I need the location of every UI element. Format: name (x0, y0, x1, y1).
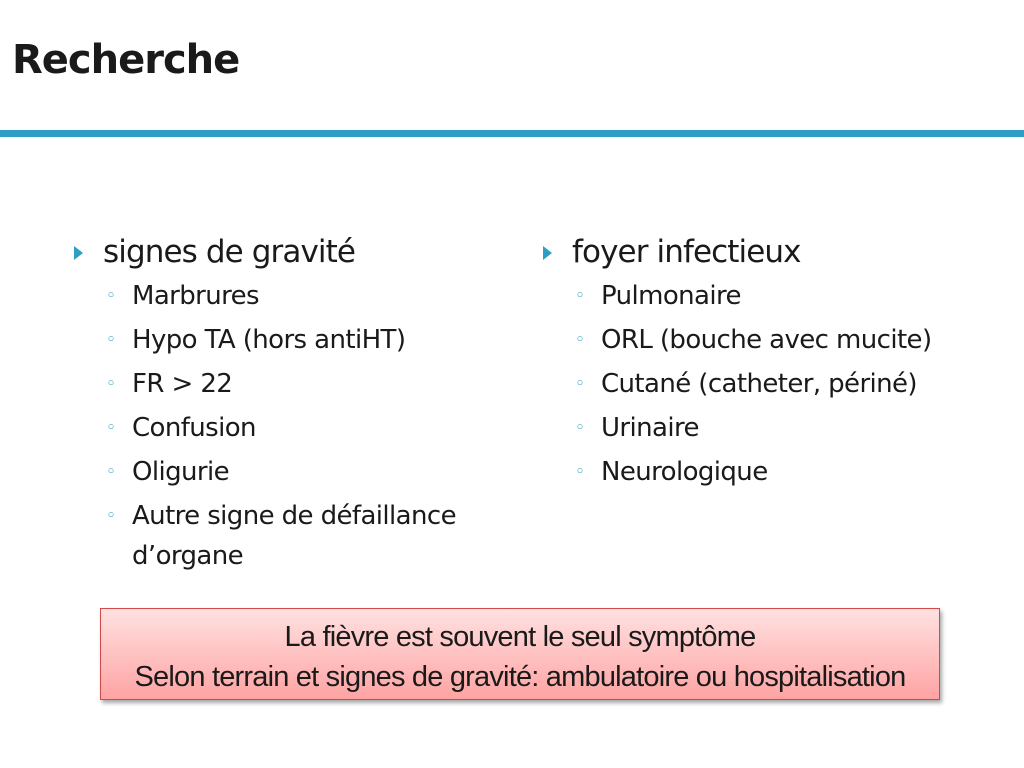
list-item (575, 408, 983, 448)
infection-focus-list (543, 276, 983, 492)
notice-line-2: Selon terrain et signes de gravité: ambulatoire ou hospitalisation (134, 661, 906, 693)
column-heading (543, 232, 983, 272)
list-item-text: Confusion (132, 413, 256, 443)
circle-bullet-icon: ◦ (106, 506, 117, 526)
heading-text: signes de gravité (103, 234, 356, 270)
triangle-right-icon (74, 246, 83, 260)
list-item (575, 276, 983, 316)
list-item (106, 452, 494, 492)
severity-signs-list (74, 276, 494, 576)
circle-bullet-icon: ◦ (575, 462, 586, 482)
notice-callout (100, 608, 940, 700)
slide-title: Recherche (12, 37, 240, 83)
circle-bullet-icon: ◦ (106, 462, 117, 482)
column-severity-signs (74, 232, 494, 580)
circle-bullet-icon: ◦ (106, 286, 117, 306)
circle-bullet-icon: ◦ (575, 286, 586, 306)
list-item (575, 452, 983, 492)
list-item (106, 496, 494, 576)
list-item-text: Hypo TA (hors antiHT) (132, 325, 406, 355)
list-item (106, 364, 494, 404)
circle-bullet-icon: ◦ (106, 330, 117, 350)
title-divider (0, 130, 1024, 137)
circle-bullet-icon: ◦ (106, 418, 117, 438)
circle-bullet-icon: ◦ (575, 418, 586, 438)
triangle-right-icon (543, 246, 552, 260)
list-item-text: Autre signe de défaillance d’organe (132, 501, 456, 571)
list-item-text: Neurologique (601, 457, 768, 487)
circle-bullet-icon: ◦ (575, 374, 586, 394)
list-item (106, 320, 494, 360)
list-item (575, 320, 983, 360)
list-item-text: Oligurie (132, 457, 230, 487)
list-item-text: Pulmonaire (601, 281, 741, 311)
circle-bullet-icon: ◦ (106, 374, 117, 394)
list-item-text: Urinaire (601, 413, 699, 443)
heading-text: foyer infectieux (572, 234, 801, 270)
list-item (575, 364, 983, 404)
list-item (106, 408, 494, 448)
list-item (106, 276, 494, 316)
circle-bullet-icon: ◦ (575, 330, 586, 350)
list-item-text: Cutané (catheter, périné) (601, 369, 917, 399)
list-item-text: ORL (bouche avec mucite) (601, 325, 932, 355)
column-infection-focus (543, 232, 983, 496)
column-heading (74, 232, 494, 272)
notice-line-1: La fièvre est souvent le seul symptôme (284, 621, 756, 653)
list-item-text: Marbrures (132, 281, 259, 311)
list-item-text: FR > 22 (132, 369, 233, 399)
